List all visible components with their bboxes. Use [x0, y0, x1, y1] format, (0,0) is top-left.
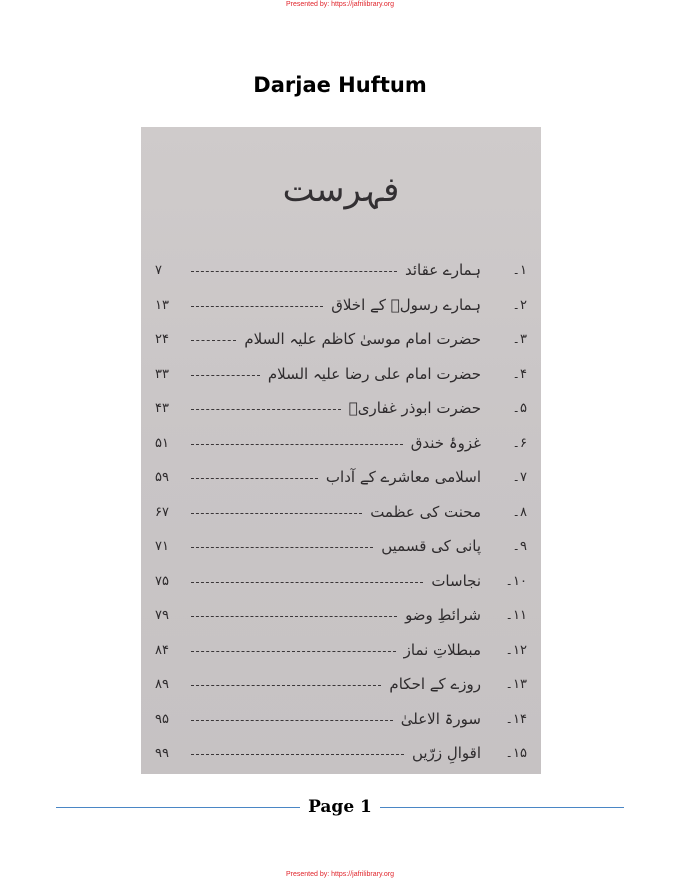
contents-entry [141, 430, 541, 460]
contents-entry [141, 533, 541, 563]
entry-page-number: ۹۹ [155, 746, 169, 761]
entry-page-number: ۱۳ [155, 297, 169, 313]
entry-page-number: ۸۴ [155, 642, 169, 658]
entry-title: شرائطِ وضو [405, 606, 481, 624]
entry-number: ۷۔ [512, 470, 527, 485]
entry-page-number: ۷۹ [155, 608, 169, 623]
entry-title: حضرت ابوذر غفاریؓ [348, 399, 481, 417]
entry-title: نجاسات [431, 571, 481, 590]
entry-leader [191, 478, 318, 479]
entry-page-number: ۲۴ [155, 332, 169, 347]
entry-page-number: ۷۱ [155, 539, 169, 554]
entry-number: ۳۔ [512, 332, 527, 347]
contents-entry [141, 257, 541, 287]
entry-page-number: ۵۱ [155, 435, 169, 451]
footer-rule-left [56, 807, 300, 808]
entry-leader [191, 754, 404, 755]
entry-title: مبطلاتِ نماز [403, 640, 481, 659]
entry-number: ۱۱۔ [505, 608, 527, 623]
contents-entry [141, 326, 541, 356]
contents-entry [141, 706, 541, 736]
entry-number: ۵۔ [512, 401, 527, 416]
entry-number: ۸۔ [512, 504, 527, 520]
contents-entry [141, 637, 541, 667]
entry-title: روزے کے احکام [389, 675, 481, 693]
contents-entry [141, 361, 541, 391]
entry-page-number: ۸۹ [155, 677, 169, 692]
entry-leader [191, 513, 362, 514]
entry-number: ۴۔ [512, 366, 527, 382]
entry-leader [191, 409, 341, 410]
entry-title: سورۃ الاعلیٰ [400, 709, 481, 728]
contents-entry [141, 740, 541, 770]
entry-leader [191, 547, 373, 548]
entry-page-number: ۵۹ [155, 470, 169, 485]
entry-number: ۱۵۔ [505, 746, 527, 761]
entry-number: ۹۔ [512, 539, 527, 554]
entry-leader [191, 271, 397, 272]
entry-leader [191, 720, 393, 721]
entry-page-number: ۷۵ [155, 573, 169, 589]
entry-number: ۶۔ [512, 435, 527, 451]
entry-title: حضرت امام موسیٰ کاظم علیہ السلام [244, 330, 481, 348]
entry-leader [191, 306, 323, 307]
entry-leader [191, 340, 236, 341]
entry-number: ۱۰۔ [505, 573, 527, 589]
entry-page-number: ۳۳ [155, 366, 169, 382]
entry-number: ۲۔ [512, 297, 527, 313]
entry-leader [191, 685, 381, 686]
entry-number: ۱۳۔ [505, 677, 527, 692]
entry-number: ۱۲۔ [505, 642, 527, 658]
presented-by-footer: Presented by: https://jafrilibrary.org [285, 871, 395, 878]
entry-title: محنت کی عظمت [370, 502, 481, 521]
entry-leader [191, 444, 403, 445]
entry-title: غزوۂ خندق [410, 433, 481, 452]
entry-page-number: ۴۳ [155, 401, 169, 416]
footer-rule-right [380, 807, 624, 808]
contents-entry [141, 602, 541, 632]
entry-number: ۱۔ [512, 263, 527, 278]
entry-leader [191, 616, 397, 617]
entry-page-number: ۶۷ [155, 504, 169, 520]
contents-entry [141, 499, 541, 529]
document-title: Darjae Huftum [253, 73, 427, 97]
entry-page-number: ۷ [155, 263, 162, 278]
entry-leader [191, 582, 423, 583]
entry-title: اقوالِ زرّیں [411, 744, 481, 762]
contents-heading: فہرست [282, 170, 400, 210]
contents-entry [141, 568, 541, 598]
entry-leader [191, 375, 260, 376]
scanned-contents-page [141, 127, 541, 774]
presented-by-header: Presented by: https://jafrilibrary.org [285, 1, 395, 8]
contents-entry [141, 292, 541, 322]
entry-leader [191, 651, 396, 652]
entry-page-number: ۹۵ [155, 711, 169, 727]
entry-title: ہمارے رسولؐ کے اخلاق [331, 295, 481, 314]
entry-title: اسلامی معاشرے کے آداب [325, 468, 481, 486]
contents-entry [141, 671, 541, 701]
entry-title: پانی کی قسمیں [381, 537, 481, 555]
entry-number: ۱۴۔ [505, 711, 527, 727]
contents-entry [141, 464, 541, 494]
page-number-label: Page 1 [308, 797, 372, 817]
contents-entry [141, 395, 541, 425]
entry-title: حضرت امام علی رضا علیہ السلام [267, 364, 481, 383]
entry-title: ہمارے عقائد [405, 261, 481, 279]
